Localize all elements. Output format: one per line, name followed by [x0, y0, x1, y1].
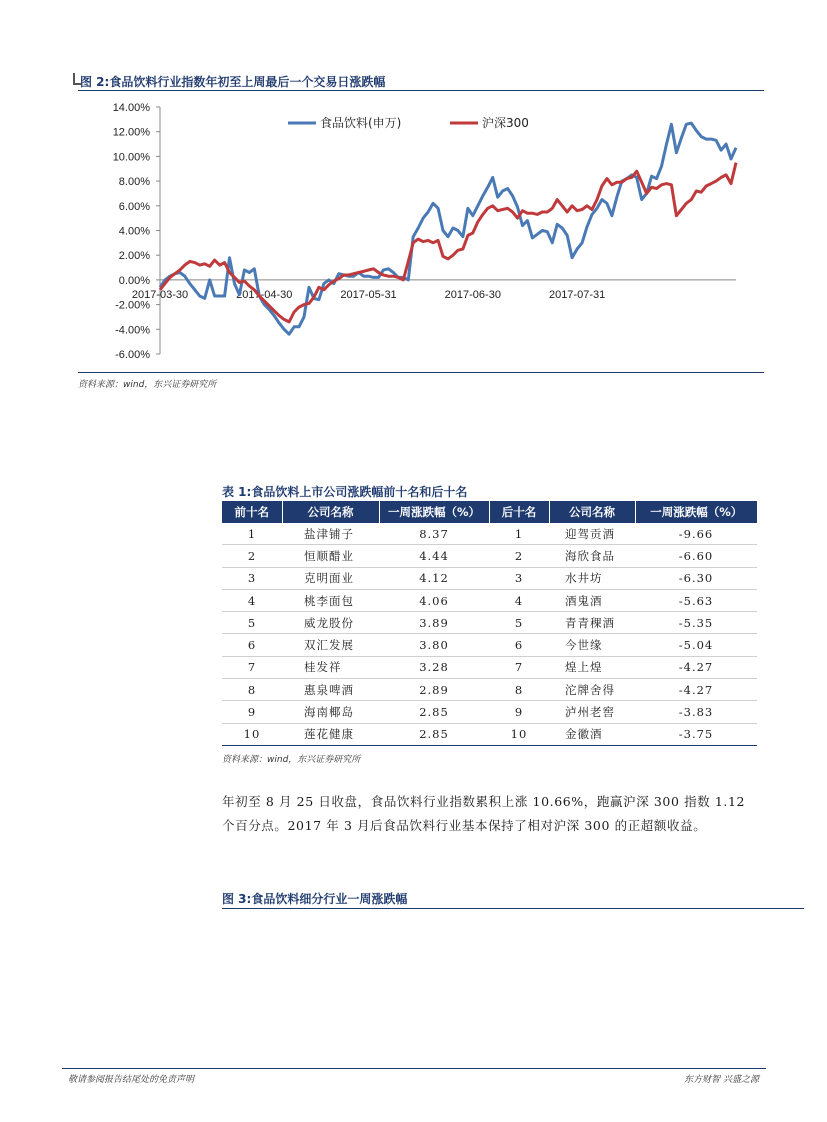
table-row	[222, 523, 757, 545]
cell-bottom-rank: 9	[489, 701, 549, 723]
cell-top-rank: 8	[222, 679, 282, 701]
cell-top-company: 惠泉啤酒	[282, 679, 379, 701]
legend-label: 食品饮料(申万)	[320, 116, 402, 130]
cell-top-rank: 9	[222, 701, 282, 723]
table-row	[222, 612, 757, 634]
x-axis	[132, 280, 736, 301]
header-bottom-rank: 后十名	[489, 501, 549, 523]
y-tick-label: 14.00%	[112, 102, 150, 114]
cell-top-change: 2.85	[379, 723, 489, 745]
cell-bottom-change: -5.04	[635, 634, 757, 656]
cell-bottom-company: 海欣食品	[549, 545, 635, 567]
cell-bottom-company: 今世缘	[549, 634, 635, 656]
table-row	[222, 589, 757, 611]
x-tick-label: 2017-03-30	[131, 288, 189, 301]
cell-bottom-company: 泸州老窖	[549, 701, 635, 723]
cell-top-change: 2.85	[379, 701, 489, 723]
cell-bottom-change: -6.30	[635, 567, 757, 589]
line-chart	[78, 96, 758, 366]
y-tick-label: -4.00%	[115, 324, 150, 337]
figure3-title: 图 3:食品饮料细分行业一周涨跌幅	[222, 892, 408, 906]
x-tick-label: 2017-05-31	[340, 288, 397, 301]
y-tick-label: 8.00%	[118, 176, 150, 189]
cell-top-rank: 1	[222, 523, 282, 545]
footer-slogan: 东方财智 兴盛之源	[684, 1075, 759, 1085]
cell-top-change: 3.28	[379, 656, 489, 678]
cell-top-company: 盐津铺子	[282, 523, 379, 545]
table1-source: 资料来源：wind，东兴证券研究所	[222, 755, 361, 765]
y-tick-label: -2.00%	[115, 299, 150, 312]
series-line-food	[160, 123, 736, 334]
cell-bottom-rank: 4	[489, 589, 549, 611]
cell-top-change: 4.12	[379, 567, 489, 589]
y-tick-label: 4.00%	[118, 225, 150, 238]
cell-bottom-rank: 3	[489, 567, 549, 589]
y-axis	[113, 102, 160, 361]
figure3-rule	[222, 908, 804, 909]
cell-bottom-rank: 2	[489, 545, 549, 567]
table-row	[222, 656, 757, 678]
cell-bottom-change: -3.83	[635, 701, 757, 723]
table-row	[222, 723, 757, 745]
header-bottom-change: 一周涨跌幅（%）	[635, 501, 757, 523]
header-bottom-company: 公司名称	[549, 501, 635, 523]
chart-lines	[160, 123, 736, 334]
cell-top-rank: 7	[222, 656, 282, 678]
y-tick-label: 12.00%	[112, 126, 150, 139]
cell-bottom-company: 水井坊	[549, 567, 635, 589]
cell-top-company: 海南椰岛	[282, 701, 379, 723]
figure2-title: 图 2:食品饮料行业指数年初至上周最后一个交易日涨跌幅	[80, 75, 386, 89]
chart-legend	[288, 115, 529, 130]
footer-rule	[62, 1068, 766, 1069]
cell-top-company: 克明面业	[282, 567, 379, 589]
cell-top-company: 桃李面包	[282, 589, 379, 611]
y-tick-label: 0.00%	[118, 274, 150, 287]
cell-top-change: 4.06	[379, 589, 489, 611]
table-header-row	[222, 501, 757, 523]
table-row	[222, 567, 757, 589]
cell-bottom-change: -3.75	[635, 723, 757, 745]
table-row	[222, 545, 757, 567]
cell-bottom-company: 青青稞酒	[549, 612, 635, 634]
cell-bottom-rank: 5	[489, 612, 549, 634]
table1-title: 表 1:食品饮料上市公司涨跌幅前十名和后十名	[222, 485, 468, 499]
cell-bottom-company: 迎驾贡酒	[549, 523, 635, 545]
cell-top-change: 2.89	[379, 679, 489, 701]
cell-bottom-company: 酒鬼酒	[549, 589, 635, 611]
header-top-company: 公司名称	[282, 501, 379, 523]
cell-top-rank: 4	[222, 589, 282, 611]
cell-top-rank: 3	[222, 567, 282, 589]
cell-bottom-change: -4.27	[635, 679, 757, 701]
cell-top-rank: 10	[222, 723, 282, 745]
cell-bottom-change: -9.66	[635, 523, 757, 545]
cell-bottom-rank: 8	[489, 679, 549, 701]
legend-label: 沪深300	[482, 116, 529, 130]
figure2-top-rule	[78, 90, 764, 91]
cell-bottom-change: -4.27	[635, 656, 757, 678]
cell-top-change: 8.37	[379, 523, 489, 545]
ranking-table	[222, 501, 757, 746]
summary-paragraph: 年初至 8 月 25 日收盘，食品饮料行业指数累积上涨 10.66%，跑赢沪深 300 指数 1.12 个百分点。2017 年 3 月后食品饮料行业基本保持了相对沪深 300 的正超额收益。	[222, 794, 746, 833]
table-row	[222, 679, 757, 701]
cell-bottom-rank: 6	[489, 634, 549, 656]
figure2-source: 资料来源：wind，东兴证券研究所	[78, 380, 217, 390]
cell-top-company: 威龙股份	[282, 612, 379, 634]
cell-bottom-change: -5.35	[635, 612, 757, 634]
cell-top-company: 莲花健康	[282, 723, 379, 745]
cell-bottom-company: 煌上煌	[549, 656, 635, 678]
header-top-rank: 前十名	[222, 501, 282, 523]
cell-bottom-company: 金徽酒	[549, 723, 635, 745]
y-tick-label: 6.00%	[118, 200, 150, 213]
x-tick-label: 2017-04-30	[236, 288, 293, 301]
cell-top-company: 桂发祥	[282, 656, 379, 678]
table-row	[222, 701, 757, 723]
cell-bottom-change: -5.63	[635, 589, 757, 611]
y-tick-label: -6.00%	[115, 349, 150, 361]
cell-top-rank: 2	[222, 545, 282, 567]
y-tick-label: 2.00%	[118, 250, 150, 263]
header-top-change: 一周涨跌幅（%）	[379, 501, 489, 523]
cell-bottom-change: -6.60	[635, 545, 757, 567]
cell-bottom-rank: 1	[489, 523, 549, 545]
cell-top-company: 双汇发展	[282, 634, 379, 656]
cell-bottom-rank: 10	[489, 723, 549, 745]
cell-bottom-company: 沱牌舍得	[549, 679, 635, 701]
table-row	[222, 634, 757, 656]
cell-top-change: 3.89	[379, 612, 489, 634]
footer-disclaimer: 敬请参阅报告结尾处的免责声明	[68, 1075, 195, 1085]
cell-bottom-rank: 7	[489, 656, 549, 678]
x-tick-label: 2017-06-30	[444, 288, 501, 301]
cell-top-rank: 5	[222, 612, 282, 634]
cell-top-change: 4.44	[379, 545, 489, 567]
y-tick-label: 10.00%	[112, 151, 150, 164]
cell-top-company: 恒顺醋业	[282, 545, 379, 567]
cell-top-change: 3.80	[379, 634, 489, 656]
cell-top-rank: 6	[222, 634, 282, 656]
x-tick-label: 2017-07-31	[548, 288, 606, 301]
figure2-bottom-rule	[78, 372, 764, 373]
